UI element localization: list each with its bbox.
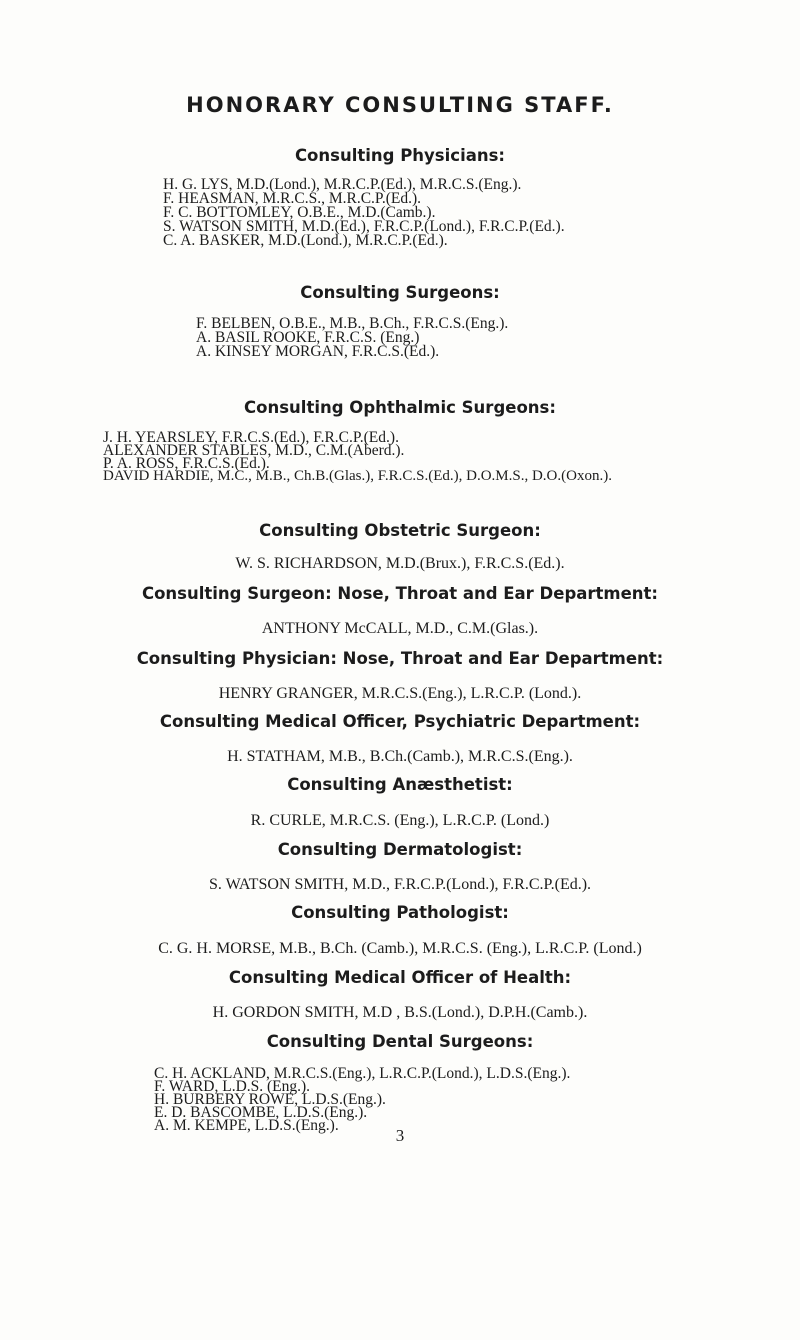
staff-line: P. A. ROSS, F.R.C.S.(Ed.). <box>103 455 270 472</box>
staff-line: A. KINSEY MORGAN, F.R.C.S.(Ed.). <box>196 343 440 360</box>
staff-line: W. S. RICHARDSON, M.D.(Brux.), F.R.C.S.(Ed.). <box>235 555 565 572</box>
section-heading-surgeons: Consulting Surgeons: <box>300 283 500 302</box>
staff-line: C. G. H. MORSE, M.B., B.Ch. (Camb.), M.R.C.S. (Eng.), L.R.C.P. (Lond.) <box>158 940 642 957</box>
staff-line: ANTHONY McCALL, M.D., C.M.(Glas.). <box>261 620 539 637</box>
section-heading-dental: Consulting Dental Surgeons: <box>266 1032 534 1051</box>
staff-line: F. WARD, L.D.S. (Eng.). <box>154 1078 311 1095</box>
staff-line: H. STATHAM, M.B., B.Ch.(Camb.), M.R.C.S.(Eng.). <box>227 748 573 765</box>
section-heading-pathologist: Consulting Pathologist: <box>291 903 509 922</box>
staff-line: C. A. BASKER, M.D.(Lond.), M.R.C.P.(Ed.). <box>163 232 448 249</box>
page-title: HONORARY CONSULTING STAFF. <box>186 93 614 117</box>
staff-line: E. D. BASCOMBE, L.D.S.(Eng.). <box>154 1104 368 1121</box>
staff-line: H. BURBERY ROWE, L.D.S.(Eng.). <box>154 1091 386 1108</box>
staff-line: J. H. YEARSLEY, F.R.C.S.(Ed.), F.R.C.P.(Ed.). <box>103 429 399 446</box>
section-heading-psychiatric: Consulting Medical Officer, Psychiatric Department: <box>159 712 641 731</box>
section-heading-ophthalmic: Consulting Ophthalmic Surgeons: <box>244 398 556 417</box>
staff-line: ALEXANDER STABLES, M.D., C.M.(Aberd.). <box>103 442 405 459</box>
section-heading-physicians: Consulting Physicians: <box>294 146 506 165</box>
page-number: 3 <box>395 1126 405 1145</box>
staff-line: A. M. KEMPE, L.D.S.(Eng.). <box>154 1117 339 1134</box>
staff-line: C. H. ACKLAND, M.R.C.S.(Eng.), L.R.C.P.(Lond.), L.D.S.(Eng.). <box>154 1065 571 1082</box>
staff-line: F. BELBEN, O.B.E., M.B., B.Ch., F.R.C.S.(Eng.). <box>196 315 509 332</box>
staff-line: H. GORDON SMITH, M.D , B.S.(Lond.), D.P.H.(Camb.). <box>212 1004 588 1021</box>
section-heading-ent-surgeon: Consulting Surgeon: Nose, Throat and Ear Department: <box>141 584 659 603</box>
staff-line: HENRY GRANGER, M.R.C.S.(Eng.), L.R.C.P. (Lond.). <box>218 685 582 702</box>
section-heading-ent-physician: Consulting Physician: Nose, Throat and Ear Department: <box>136 649 664 668</box>
section-heading-anaesthetist: Consulting Anæsthetist: <box>287 775 513 794</box>
staff-line: R. CURLE, M.R.C.S. (Eng.), L.R.C.P. (Lond.) <box>250 812 550 829</box>
staff-line: F. C. BOTTOMLEY, O.B.E., M.D.(Camb.). <box>163 204 436 221</box>
section-heading-obstetric: Consulting Obstetric Surgeon: <box>259 521 541 540</box>
staff-line: S. WATSON SMITH, M.D., F.R.C.P.(Lond.), F.R.C.P.(Ed.). <box>208 876 592 893</box>
staff-line: S. WATSON SMITH, M.D.(Ed.), F.R.C.P.(Lond.), F.R.C.P.(Ed.). <box>163 218 565 235</box>
section-heading-health: Consulting Medical Officer of Health: <box>228 968 572 987</box>
section-heading-dermatologist: Consulting Dermatologist: <box>277 840 523 859</box>
staff-line: H. G. LYS, M.D.(Lond.), M.R.C.P.(Ed.), M.R.C.S.(Eng.). <box>163 176 522 193</box>
staff-line: DAVID HARDIE, M.C., M.B., Ch.B.(Glas.), F.R.C.S.(Ed.), D.O.M.S., D.O.(Oxon.). <box>103 468 612 484</box>
staff-line: A. BASIL ROOKE, F.R.C.S. (Eng.) <box>196 329 420 346</box>
staff-line: F. HEASMAN, M.R.C.S., M.R.C.P.(Ed.). <box>163 190 422 207</box>
